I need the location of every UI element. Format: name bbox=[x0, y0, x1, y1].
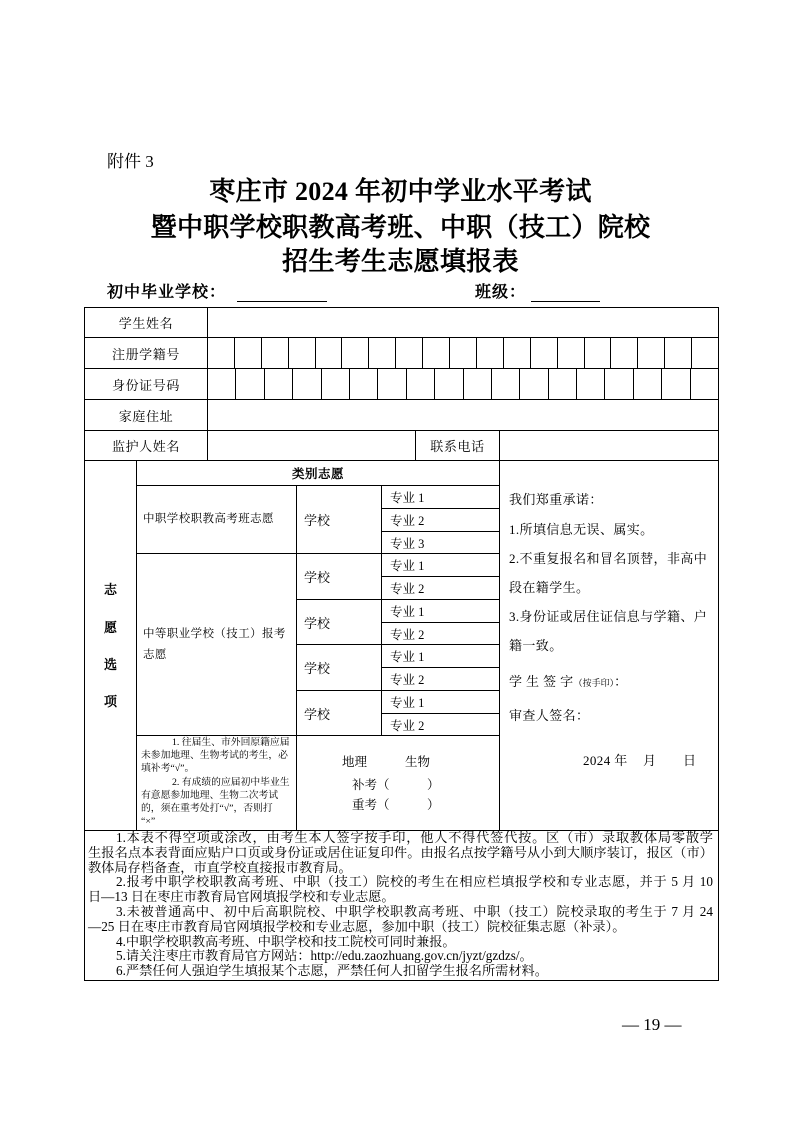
commitment-line: 籍一致。 bbox=[509, 638, 563, 653]
id-digit-box bbox=[292, 368, 322, 400]
vocational-school-label: 学校 bbox=[296, 553, 382, 600]
home-address-field bbox=[207, 399, 719, 431]
registration-digit-box bbox=[584, 337, 611, 369]
exam-class-school-label: 学校 bbox=[296, 485, 382, 554]
id-digit-box bbox=[548, 368, 577, 400]
id-digit-box bbox=[491, 368, 520, 400]
vocational-category-cell bbox=[136, 553, 297, 736]
registration-digit-box bbox=[234, 337, 262, 369]
vocational-category-label-line: 中等职业学校（技工）报考 bbox=[143, 627, 286, 640]
id-digit-box bbox=[576, 368, 605, 400]
student-name-label: 学生姓名 bbox=[84, 307, 208, 338]
note-line: 日—13 日在枣庄市教育局官网填报学校和专业志愿。 bbox=[88, 890, 395, 905]
geography-label: 地理 bbox=[342, 755, 368, 769]
registration-digit-box bbox=[288, 337, 316, 369]
exam-note-line: 1. 往届生、市外回原籍应届 bbox=[172, 737, 290, 748]
section-label-char: 志 bbox=[103, 582, 117, 597]
registration-digit-box bbox=[422, 337, 450, 369]
class-name-blank bbox=[531, 301, 600, 302]
contact-phone-field bbox=[499, 430, 719, 461]
exam-note-line: 有意愿参加地理、生物二次考试 bbox=[141, 789, 279, 801]
id-digit-box bbox=[321, 368, 350, 400]
id-digit-box bbox=[235, 368, 265, 400]
signature-colon: ： bbox=[614, 674, 628, 689]
student-signature-line bbox=[509, 673, 627, 692]
vocational-major: 专业 1 bbox=[381, 644, 500, 668]
commitment-line: 我们郑重承诺： bbox=[509, 492, 603, 507]
registration-digit-box bbox=[664, 337, 692, 369]
makeup-exam-checkbox-label: 补考（ ） bbox=[352, 778, 440, 792]
exam-note-line: 的，须在重考处打“√”，否则打 bbox=[141, 802, 273, 814]
home-address-label: 家庭住址 bbox=[84, 399, 208, 431]
registration-digit-box bbox=[691, 337, 719, 369]
registration-digit-box bbox=[610, 337, 638, 369]
vocational-category-label-line: 志愿 bbox=[143, 648, 167, 661]
exam-class-major-2: 专业 2 bbox=[381, 508, 500, 532]
id-digit-box bbox=[207, 368, 236, 400]
id-digit-box bbox=[264, 368, 293, 400]
vocational-major: 专业 1 bbox=[381, 690, 500, 714]
guardian-name-field bbox=[207, 430, 416, 461]
retake-exam-checkbox-label: 重考（ ） bbox=[352, 798, 440, 812]
registration-digit-box bbox=[207, 337, 235, 369]
section-label-char: 项 bbox=[103, 694, 117, 709]
note-line: 4.中职学校职教高考班、中职学校和技工院校可同时兼报。 bbox=[116, 934, 456, 949]
vocational-major: 专业 1 bbox=[381, 553, 500, 577]
registration-digit-box bbox=[341, 337, 369, 369]
attachment-label: 附件 3 bbox=[107, 152, 154, 171]
contact-phone-label: 联系电话 bbox=[415, 430, 500, 461]
id-digit-box bbox=[661, 368, 691, 400]
note-line: —25 日在枣庄市教育局官网填报学校和专业志愿，参加中职（技工）院校征集志愿（补录）。 bbox=[88, 919, 626, 934]
exam-note-line: “×” bbox=[141, 816, 156, 828]
student-signature-label: 学 生 签 字 bbox=[509, 674, 574, 689]
id-number-label: 身份证号码 bbox=[84, 368, 208, 400]
note-line: 3.未被普通高中、初中后高职院校、中职学校职教高考班、中职（技工）院校录取的考生于 7 月 24 bbox=[116, 904, 713, 919]
guardian-name-label: 监护人姓名 bbox=[84, 430, 208, 461]
vocational-school-label: 学校 bbox=[296, 599, 382, 645]
id-digit-box bbox=[349, 368, 378, 400]
section-label-char: 选 bbox=[103, 657, 117, 672]
title-line-2: 暨中职学校职教高考班、中职（技工）院校 bbox=[150, 213, 651, 242]
vocational-school-label: 学校 bbox=[296, 690, 382, 736]
student-name-field bbox=[207, 307, 719, 338]
id-digit-box bbox=[604, 368, 634, 400]
class-label: 班级： bbox=[475, 284, 527, 301]
signature-fingerprint-hint: （按手印） bbox=[573, 678, 615, 688]
id-digit-box bbox=[690, 368, 719, 400]
id-digit-box bbox=[463, 368, 492, 400]
commitment-line: 段在籍学生。 bbox=[509, 580, 590, 595]
exam-note-line: 未参加地理、生物考试的考生，必 bbox=[141, 750, 288, 762]
vocational-school-label: 学校 bbox=[296, 644, 382, 691]
registration-digit-box bbox=[449, 337, 477, 369]
commitment-line: 1.所填信息无误、属实。 bbox=[509, 522, 654, 537]
date-year: 2024 年 bbox=[583, 753, 628, 768]
date-month: 月 bbox=[643, 753, 657, 768]
biology-label: 生物 bbox=[405, 755, 431, 769]
exam-class-major-1: 专业 1 bbox=[381, 485, 500, 509]
id-digit-box bbox=[633, 368, 662, 400]
note-line: 2.报考中职学校职教高考班、中职（技工）院校的考生在相应栏填报学校和专业志愿，并于 5 月 10 bbox=[116, 875, 713, 890]
commitment-line: 3.身份证或居住证信息与学籍、户 bbox=[509, 609, 708, 624]
exam-note-line: 2. 有成绩的应届初中毕业生 bbox=[172, 776, 290, 788]
note-line: 5.请关注枣庄市教育局官方网站：http://edu.zaozhuang.gov.cn/jyzt/gzdzs/。 bbox=[116, 949, 533, 964]
registration-digit-box bbox=[315, 337, 342, 369]
registration-digit-box bbox=[637, 337, 665, 369]
reviewer-signature-label: 审查人签名： bbox=[509, 708, 590, 723]
id-digit-box bbox=[377, 368, 407, 400]
title-line-3: 招生考生志愿填报表 bbox=[282, 247, 519, 276]
note-line: 教体局存档备查，市直学校直接报市教育局。 bbox=[88, 860, 352, 875]
note-line: 1.本表不得空项或涂改，由考生本人签字按手印，他人不得代签代按。区（市）录取教体局零散学 bbox=[116, 831, 713, 845]
exam-class-major-3: 专业 3 bbox=[381, 531, 500, 554]
commitment-line: 2.不重复报名和冒名顶替，非高中 bbox=[509, 551, 708, 566]
preference-section-side-cell bbox=[84, 460, 137, 831]
vocational-major: 专业 2 bbox=[381, 622, 500, 645]
title-line-1: 枣庄市 2024 年初中学业水平考试 bbox=[209, 177, 592, 206]
notes-cell bbox=[84, 830, 719, 981]
note-line: 6.严禁任何人强迫学生填报某个志愿，严禁任何人扣留学生报名所需材料。 bbox=[116, 964, 548, 979]
date-day: 日 bbox=[683, 753, 697, 768]
exam-note-line: 填补考“√”。 bbox=[141, 763, 195, 775]
exam-class-category-label: 中职学校职教高考班志愿 bbox=[143, 513, 274, 525]
id-digit-box bbox=[406, 368, 435, 400]
exam-note-cell bbox=[136, 735, 297, 831]
vocational-major: 专业 2 bbox=[381, 576, 500, 600]
id-digit-box bbox=[434, 368, 464, 400]
vocational-major: 专业 1 bbox=[381, 599, 500, 623]
id-digit-box bbox=[519, 368, 549, 400]
registration-digit-box bbox=[261, 337, 289, 369]
category-header: 类别志愿 bbox=[136, 460, 500, 486]
registration-digit-box bbox=[395, 337, 423, 369]
registration-number-label: 注册学籍号 bbox=[84, 337, 208, 369]
exam-class-category-cell bbox=[136, 485, 297, 554]
section-label-char: 愿 bbox=[103, 620, 117, 635]
school-name-blank bbox=[237, 301, 327, 302]
registration-digit-box bbox=[503, 337, 531, 369]
registration-digit-box bbox=[557, 337, 585, 369]
registration-digit-box bbox=[530, 337, 558, 369]
vocational-major: 专业 2 bbox=[381, 667, 500, 691]
school-label: 初中毕业学校： bbox=[107, 284, 227, 301]
registration-digit-box bbox=[368, 337, 396, 369]
page-number: — 19 — bbox=[622, 1015, 682, 1034]
registration-digit-box bbox=[476, 337, 504, 369]
vocational-major: 专业 2 bbox=[381, 713, 500, 736]
note-line: 生报名点本表背面应贴户口页或身份证或居住证复印件。由报名点按学籍号从小到大顺序装订，报区（市） bbox=[88, 845, 713, 860]
